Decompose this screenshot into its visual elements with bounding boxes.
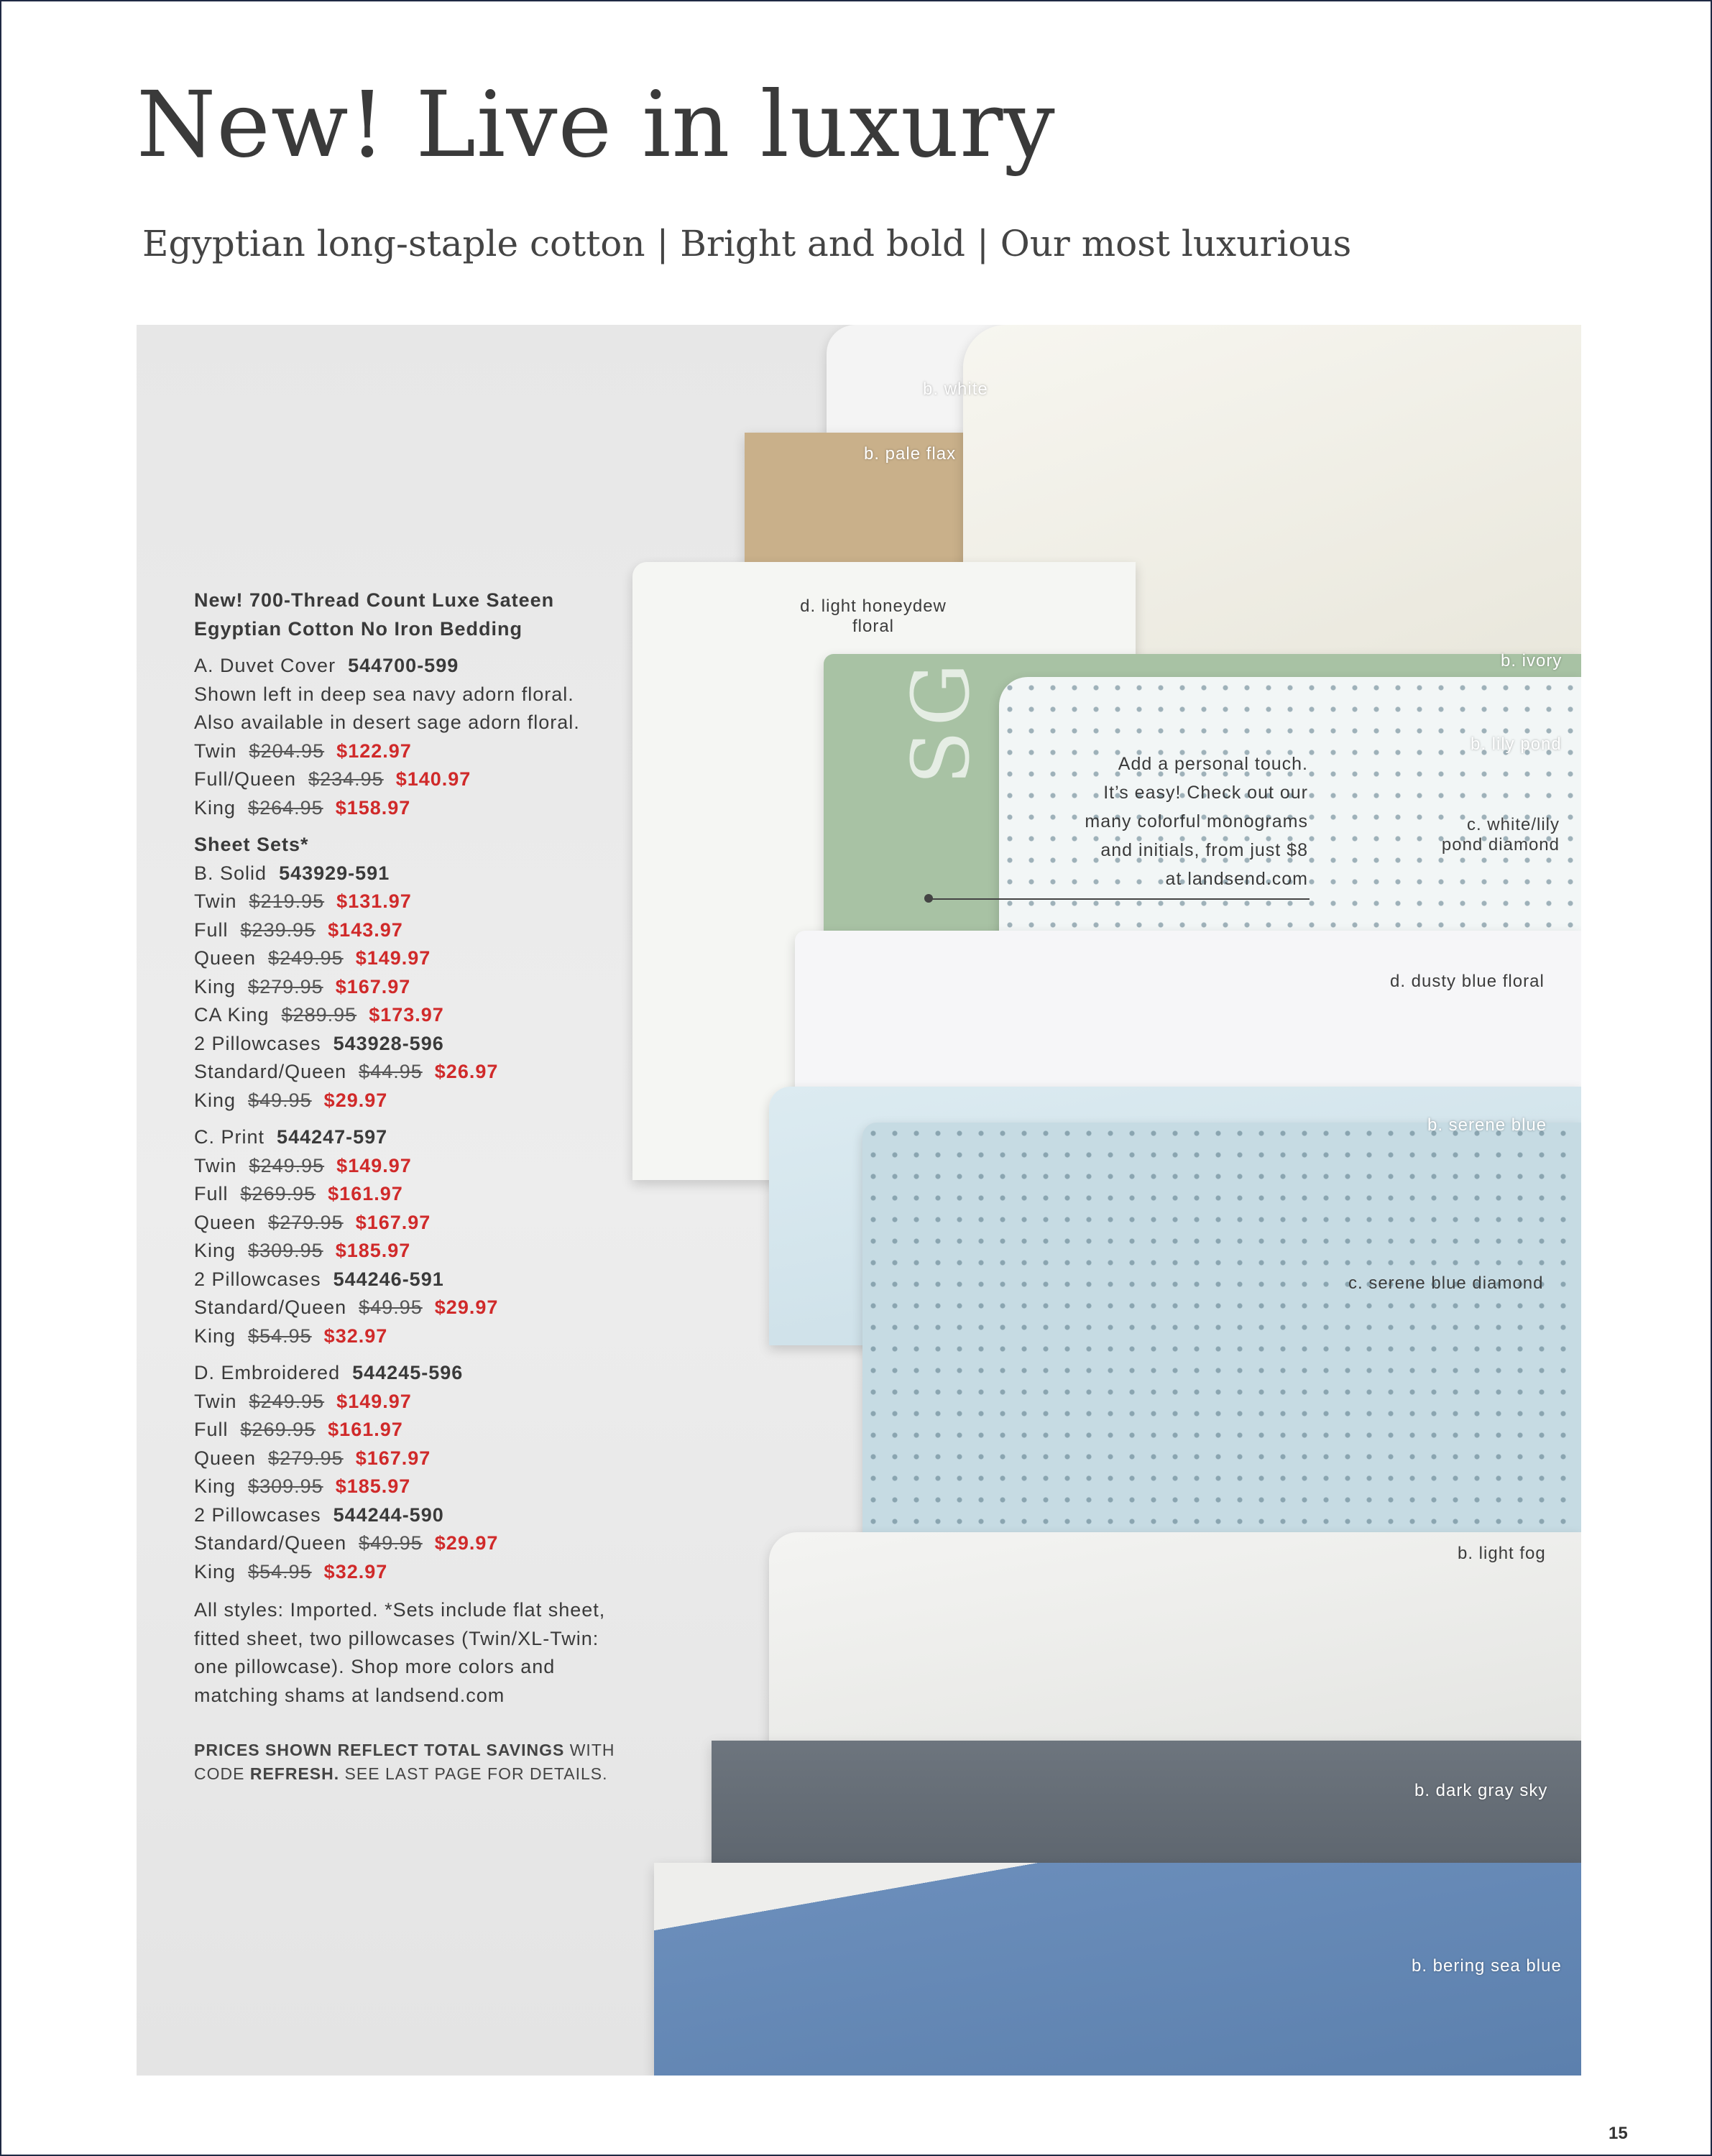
price-row: Queen $279.95 $167.97 [194,1211,431,1233]
label-white: b. white [923,379,988,399]
page-subtitle: Egyptian long-staple cotton | Bright and bold | Our most luxurious [142,223,1352,264]
product-copy [194,586,654,1786]
pillowcase-label-row: 2 Pillowcases 544244-590 [194,1503,444,1526]
price-row: Full $269.95 $161.97 [194,1419,403,1440]
price-row: Standard/Queen $49.95 $29.97 [194,1532,499,1554]
price-row: Standard/Queen $44.95 $26.97 [194,1061,499,1082]
price-row: King $309.95 $185.97 [194,1240,411,1261]
label-light-honeydew-floral: d. light honeydew floral [800,596,947,636]
solid-label-row: B. Solid 543929-591 [194,862,390,884]
price-row: Standard/Queen $49.95 $29.97 [194,1296,499,1318]
price-row: Twin $219.95 $131.97 [194,890,412,912]
page-number: 15 [1609,2124,1628,2143]
price-row: Queen $249.95 $149.97 [194,947,431,969]
callout-leader-line [929,898,1310,900]
product-heading-2: Egyptian Cotton No Iron Bedding [194,617,523,640]
price-row: King $309.95 $185.97 [194,1475,411,1497]
label-serene-blue: b. serene blue [1427,1115,1547,1135]
price-row: King $264.95 $158.97 [194,796,411,819]
price-row: Queen $279.95 $167.97 [194,1447,431,1469]
pillowcase-label-row: 2 Pillowcases 543928-596 [194,1032,444,1054]
duvet-desc-2: Also available in desert sage adorn floral. [194,711,580,733]
price-row: King $279.95 $167.97 [194,975,411,998]
label-bering-sea-blue: b. bering sea blue [1412,1956,1562,1976]
price-row: Twin $249.95 $149.97 [194,1154,412,1176]
callout-leader-dot [924,894,933,903]
monogram-callout: Add a personal touch. It’s easy! Check out our many colorful monograms and initials, from just $8 at landsend.com [1085,754,1308,889]
pillowcase-label-row: 2 Pillowcases 544246-591 [194,1268,444,1290]
label-ivory: b. ivory [1501,651,1563,671]
label-white-lily-pond-diamond: c. white/lily pond diamond [1441,815,1560,854]
price-row: King $54.95 $32.97 [194,1560,388,1583]
monogram: SG [895,658,987,785]
label-dusty-blue-floral: d. dusty blue floral [1390,972,1545,991]
price-row: Twin $249.95 $149.97 [194,1390,412,1412]
price-row: CA King $289.95 $173.97 [194,1004,444,1026]
embroidered-label-row: D. Embroidered 544245-596 [194,1362,464,1383]
pricing-disclaimer: PRICES SHOWN REFLECT TOTAL SAVINGS WITH CODE REFRESH. SEE LAST PAGE FOR DETAILS. [194,1741,615,1783]
label-lily-pond: b. lily pond [1471,734,1562,754]
product-heading: New! 700-Thread Count Luxe Sateen [194,589,555,611]
sheet-sets-heading: Sheet Sets* [194,834,309,855]
price-row: Twin $204.95 $122.97 [194,740,412,762]
product-notes: All styles: Imported. *Sets include flat sheet, fitted sheet, two pillowcases (Twin/XL-Twin: one pillowcase). Shop more colors and matching shams at landsend.com [194,1599,606,1706]
price-row: King $54.95 $32.97 [194,1325,388,1347]
duvet-desc: Shown left in deep sea navy adorn floral. [194,683,574,705]
label-dark-gray-sky: b. dark gray sky [1414,1781,1548,1800]
duvet-label-row: A. Duvet Cover 544700-599 [194,655,459,676]
label-serene-blue-diamond: c. serene blue diamond [1348,1273,1544,1293]
label-pale-flax: b. pale flax [864,444,957,464]
price-row: Full $239.95 $143.97 [194,918,403,941]
print-label-row: C. Print 544247-597 [194,1126,388,1148]
page-title: New! Live in luxury [137,72,1056,178]
price-row: King $49.95 $29.97 [194,1089,388,1111]
price-row: Full/Queen $234.95 $140.97 [194,768,471,790]
label-light-fog: b. light fog [1458,1544,1546,1563]
price-row: Full $269.95 $161.97 [194,1183,403,1204]
